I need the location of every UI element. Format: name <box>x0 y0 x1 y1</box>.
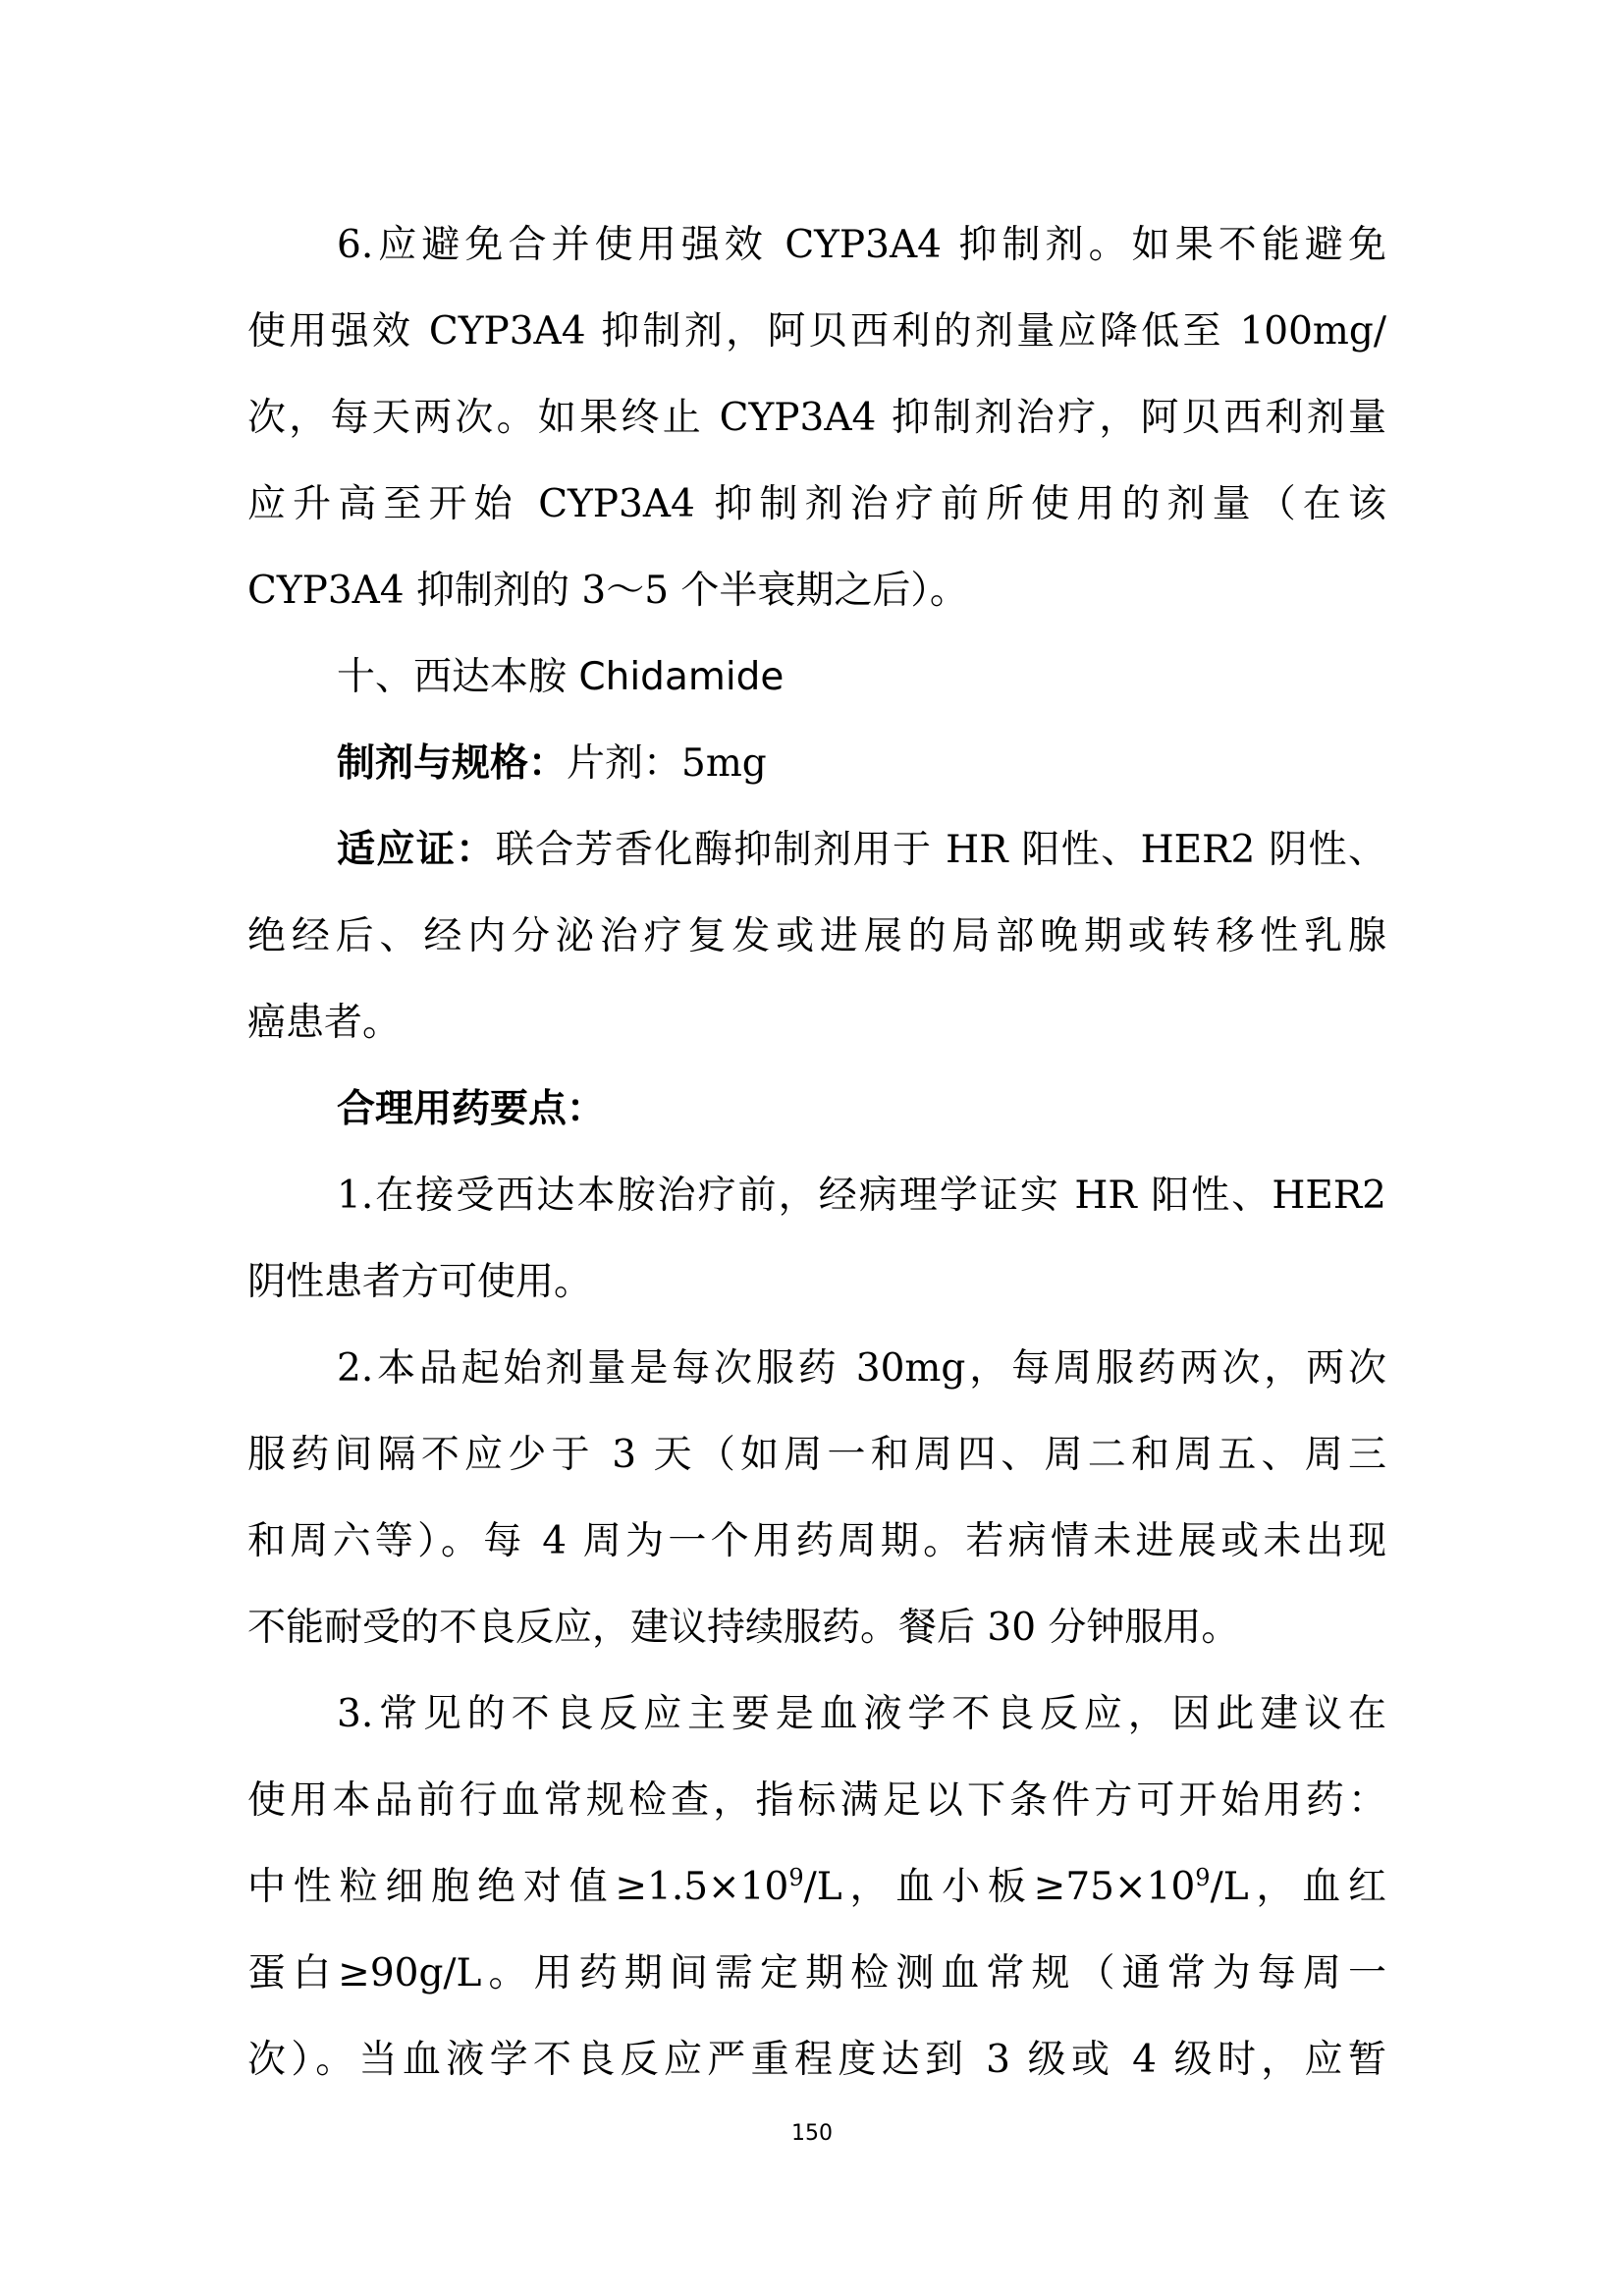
text-line: 不能耐受的不良反应，建议持续服药。餐后 30 分钟服用。 <box>247 1606 1240 1650</box>
text-line: 使用强效 CYP3A4 抑制剂，阿贝西利的剂量应降低至 100mg/ <box>247 309 1386 354</box>
page-number: 150 <box>791 2121 833 2146</box>
text-segment: /L，血红 <box>1210 1865 1386 1909</box>
section-heading: 十、西达本胺 Chidamide <box>337 655 785 699</box>
text-line: 绝经后、经内分泌治疗复发或进展的局部晚期或转移性乳腺 <box>247 914 1386 958</box>
text-line: 使用本品前行血常规检查，指标满足以下条件方可开始用药： <box>247 1778 1386 1823</box>
text-line: 癌患者。 <box>247 1001 402 1045</box>
text-segment: /L，血小板≥75×10 <box>803 1865 1196 1909</box>
exponent: 9 <box>788 1864 804 1891</box>
formulation-line <box>247 721 1386 807</box>
indication-text: 联合芳香化酶抑制剂用于 HR 阳性、HER2 阴性、 <box>495 828 1386 872</box>
point-3 <box>247 1671 1386 2104</box>
text-line: 应升高至开始 CYP3A4 抑制剂治疗前所使用的剂量（在该 <box>247 482 1386 526</box>
formulation-value: 片剂：5mg <box>567 741 767 786</box>
exponent: 9 <box>1195 1864 1211 1891</box>
text-line: 3.常见的不良反应主要是血液学不良反应，因此建议在 <box>337 1692 1386 1736</box>
text-line: CYP3A4 抑制剂的 3～5 个半衰期之后）。 <box>247 569 968 613</box>
text-line: 服药间隔不应少于 3 天（如周一和周四、周二和周五、周三 <box>247 1433 1386 1477</box>
point-1 <box>247 1153 1386 1326</box>
indication-label: 适应证： <box>337 828 496 872</box>
paragraph-6 <box>247 202 1386 634</box>
key-points-heading: 合理用药要点： <box>337 1087 606 1131</box>
text-line: 蛋白≥90g/L。用药期间需定期检测血常规（通常为每周一 <box>247 1951 1386 1995</box>
indication-line <box>247 807 1386 894</box>
text-line-with-superscript <box>247 1844 1386 1931</box>
text-line: 1.在接受西达本胺治疗前，经病理学证实 HR 阳性、HER2 <box>337 1174 1386 1218</box>
text-segment: 中性粒细胞绝对值≥1.5×10 <box>247 1865 789 1909</box>
formulation-label: 制剂与规格： <box>337 741 568 786</box>
page-content <box>247 202 1386 2104</box>
text-line: 次）。当血液学不良反应严重程度达到 3 级或 4 级时，应暂 <box>247 2038 1386 2082</box>
text-line: 2.本品起始剂量是每次服药 30mg，每周服药两次，两次 <box>337 1346 1386 1391</box>
text-line: 和周六等）。每 4 周为一个用药周期。若病情未进展或未出现 <box>247 1519 1386 1563</box>
text-line: 阴性患者方可使用。 <box>247 1260 593 1304</box>
text-line: 6.应避免合并使用强效 CYP3A4 抑制剂。如果不能避免 <box>337 223 1386 267</box>
point-2 <box>247 1326 1386 1671</box>
text-line: 次，每天两次。如果终止 CYP3A4 抑制剂治疗，阿贝西利剂量 <box>247 396 1386 440</box>
indication-paragraph <box>247 807 1386 1066</box>
